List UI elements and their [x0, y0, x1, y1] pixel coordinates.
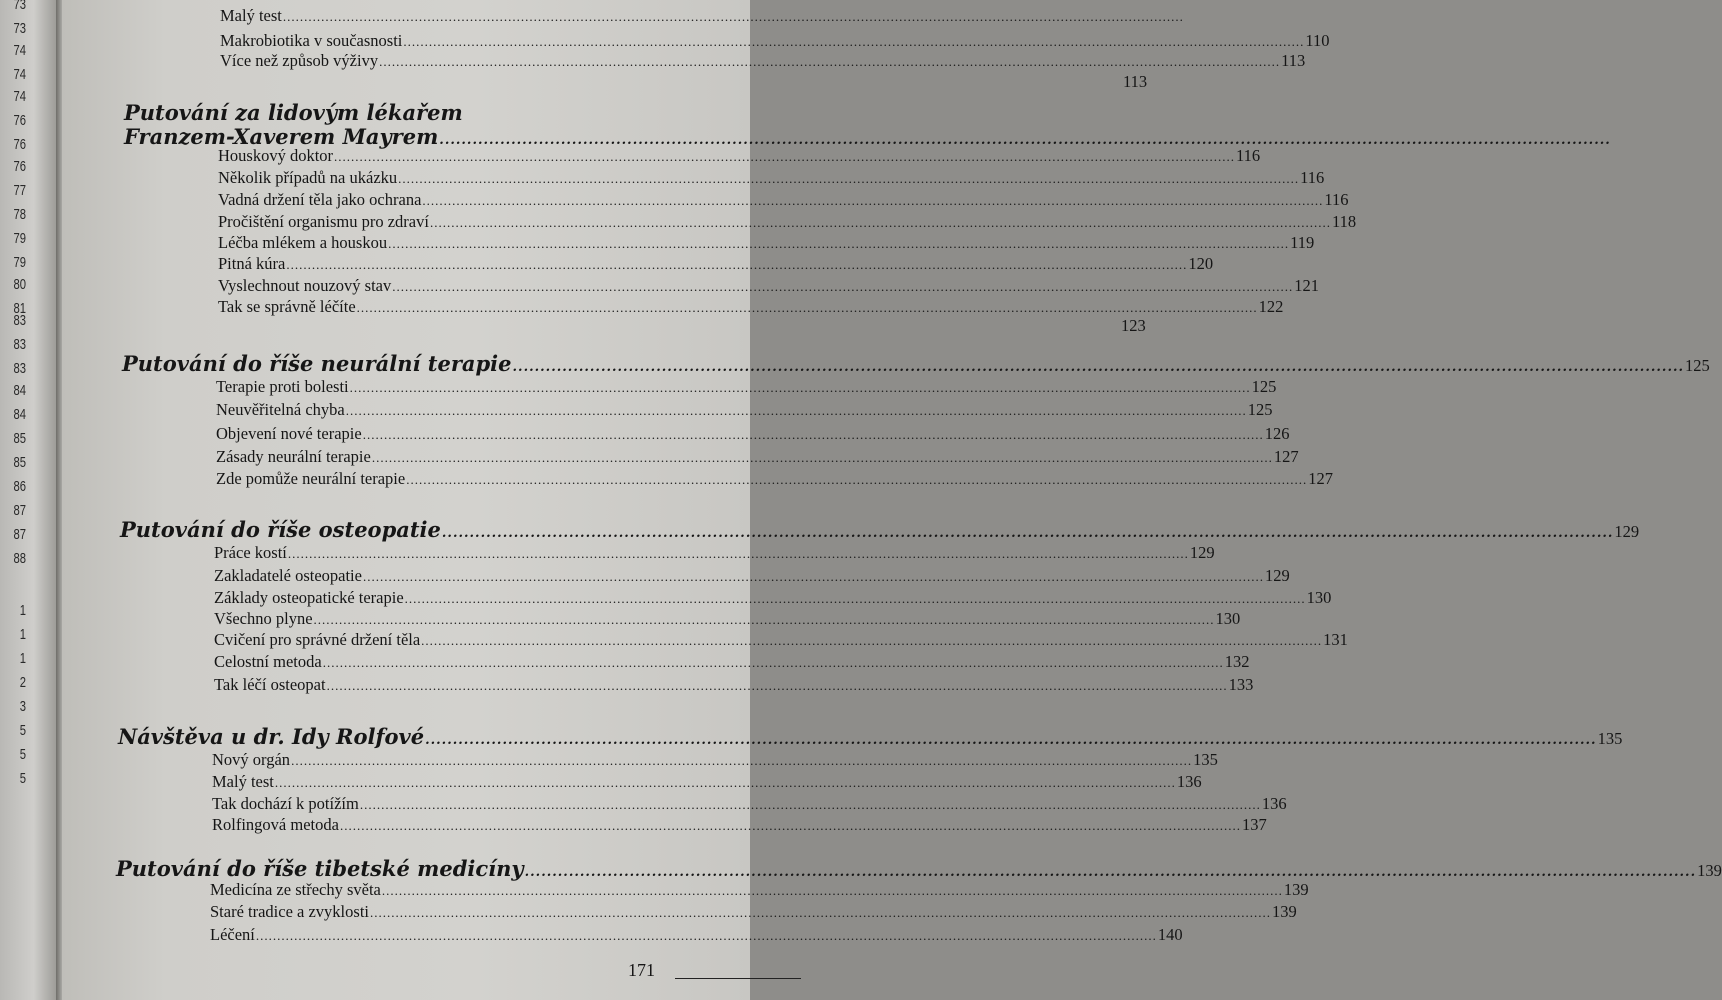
toc-entry — [220, 31, 1330, 51]
footer-rule — [675, 978, 801, 979]
toc-leader-dots — [283, 9, 1184, 25]
toc-entry-page: 139 — [1271, 902, 1297, 921]
toc-entry — [214, 609, 1241, 629]
toc-entry-title: Celostní metoda — [214, 652, 322, 671]
toc-leader-dots — [340, 818, 1241, 834]
toc-leader-dots — [357, 300, 1258, 316]
toc-entry — [216, 447, 1299, 467]
toc-entry-page: 132 — [1224, 652, 1250, 671]
toc-leader-dots — [405, 591, 1306, 607]
section-heading: Franzem-Xaverem Mayrem — [124, 124, 439, 149]
section-heading: Putování do říše osteopatie — [120, 517, 441, 542]
toc-leader-dots — [513, 360, 1685, 375]
toc-entry-page: 133 — [1228, 675, 1254, 694]
toc-entry-page: 136 — [1176, 772, 1202, 791]
facing-page-number: 80 — [13, 276, 26, 293]
toc-entry-title: Medicína ze střechy světa — [210, 880, 381, 899]
toc-entry — [214, 588, 1332, 608]
toc-entry-title: Tak se správně léčíte — [218, 297, 356, 316]
toc-entry-page: 116 — [1300, 168, 1325, 187]
toc-leader-dots — [314, 612, 1215, 628]
toc-entry-title: Terapie proti bolesti — [216, 377, 349, 396]
page-number: 171 — [628, 960, 655, 980]
toc-entry-page: 126 — [1264, 424, 1290, 443]
toc-leader-dots — [360, 797, 1261, 813]
toc-leader-dots — [379, 54, 1280, 70]
toc-entry-title: Rolfingová metoda — [212, 815, 339, 834]
toc-entry-page: 129 — [1264, 566, 1290, 585]
facing-page-number: 77 — [13, 182, 26, 199]
toc-leader-dots — [406, 472, 1307, 488]
facing-page-number: 83 — [13, 360, 26, 377]
toc-entry — [216, 400, 1273, 420]
toc-leader-dots — [291, 753, 1192, 769]
facing-page-number: 84 — [13, 382, 26, 399]
facing-page-number: 5 — [19, 746, 26, 763]
toc-entry-page: 127 — [1273, 447, 1299, 466]
facing-page-number: 76 — [13, 158, 26, 175]
toc-leader-dots — [430, 215, 1331, 231]
toc-entry-page: 135 — [1193, 750, 1218, 769]
toc-leader-dots — [256, 928, 1157, 944]
toc-leader-dots — [392, 279, 1293, 295]
toc-entry — [218, 276, 1319, 296]
toc-entry — [210, 925, 1183, 945]
toc-entry-title: Pročištění organismu pro zdraví — [218, 212, 429, 231]
toc-entry-page: 140 — [1157, 925, 1183, 944]
facing-page-number: 88 — [13, 550, 26, 567]
toc-leader-dots — [372, 450, 1273, 466]
facing-page-number: 83 — [13, 336, 26, 353]
toc-entry-title: Léčení — [210, 925, 255, 944]
toc-entry-page: 129 — [1189, 543, 1215, 562]
toc-entry-page: 116 — [1324, 190, 1349, 209]
facing-page-number: 74 — [13, 88, 26, 105]
toc-entry-title: Tak léčí osteopat — [214, 675, 326, 694]
toc-entry-page: 123 — [1121, 316, 1146, 335]
facing-page-number: 87 — [13, 502, 26, 519]
toc-leader-dots — [363, 427, 1264, 443]
toc-entry-page: 110 — [1305, 31, 1330, 50]
toc-entry-title: Malý test — [212, 772, 274, 791]
toc-entry — [210, 902, 1297, 922]
facing-page-number: 5 — [19, 770, 26, 787]
section-page: 139 — [1697, 861, 1722, 880]
toc-entry-page: 127 — [1308, 469, 1333, 488]
toc-leader-dots — [425, 733, 1597, 748]
toc-entry — [214, 630, 1348, 650]
facing-page-number: 85 — [13, 430, 26, 447]
toc-entry — [216, 377, 1277, 397]
toc-entry — [220, 6, 760, 26]
toc-entry-title: Více než způsob výživy — [220, 51, 379, 70]
toc-entry-page: 121 — [1294, 276, 1319, 295]
section-heading: Putování do říše neurální terapie — [122, 351, 512, 376]
facing-page-edge — [0, 0, 56, 1000]
toc-entry-page: 113 — [1281, 51, 1306, 70]
toc-leader-dots — [327, 678, 1228, 694]
toc-entry-title: Vyslechnout nouzový stav — [218, 276, 392, 295]
facing-page-number: 74 — [13, 66, 26, 83]
toc-leader-dots — [363, 569, 1264, 585]
toc-entry-page: 118 — [1331, 212, 1357, 231]
toc-entry — [218, 168, 1325, 188]
toc-entry-title: Makrobiotika v současnosti — [220, 31, 403, 50]
facing-page-number: 2 — [19, 674, 26, 691]
toc-leader-dots — [346, 403, 1247, 419]
toc-entry-title: Vadná držení těla jako ochrana — [218, 190, 422, 209]
facing-page-number: 1 — [19, 602, 26, 619]
toc-leader-dots — [370, 905, 1271, 921]
toc-leader-dots — [334, 149, 1235, 165]
toc-entry-page: 139 — [1283, 880, 1309, 899]
toc-entry — [212, 794, 1287, 814]
facing-page-number: 1 — [19, 650, 26, 667]
toc-entry — [210, 880, 1309, 900]
toc-entry-title: Několik případů na ukázku — [218, 168, 398, 187]
toc-entry-title: Všechno plyne — [214, 609, 313, 628]
toc-entry-title: Zde pomůže neurální terapie — [216, 469, 406, 488]
toc-leader-dots — [286, 257, 1187, 273]
toc-entry-page: 130 — [1215, 609, 1241, 628]
toc-entry-title: Malý test — [220, 6, 282, 25]
section-heading-line — [116, 856, 1722, 881]
toc-leader-dots — [388, 236, 1289, 252]
toc-entry-title: Tak dochází k potížím — [212, 794, 359, 813]
toc-leader-dots — [403, 34, 1304, 50]
toc-entry-title: Neuvěřitelná chyba — [216, 400, 345, 419]
toc-leader-dots — [398, 171, 1299, 187]
section-heading-line — [120, 517, 1640, 542]
toc-entry — [214, 652, 1250, 672]
section-heading-line — [118, 724, 1623, 749]
facing-page-number: 79 — [13, 254, 26, 271]
toc-entry-page: 125 — [1247, 400, 1273, 419]
toc-leader-dots — [382, 883, 1283, 899]
toc-leader-dots — [350, 380, 1251, 396]
section-page: 125 — [1685, 356, 1710, 375]
toc-leader-dots — [323, 655, 1224, 671]
facing-page-number: 84 — [13, 406, 26, 423]
toc-entry-title: Pitná kúra — [218, 254, 286, 273]
toc-entry — [218, 316, 1146, 336]
toc-entry — [216, 424, 1290, 444]
toc-entry-page: 120 — [1188, 254, 1214, 273]
toc-entry-page: 131 — [1323, 630, 1348, 649]
section-heading: Putování za lidovým lékařem — [124, 100, 463, 125]
facing-page-number: 1 — [19, 626, 26, 643]
toc-entry — [220, 51, 1306, 71]
toc-entry-title: Práce kostí — [214, 543, 287, 562]
facing-page-number: 73 — [13, 0, 26, 13]
facing-page-number: 78 — [13, 206, 26, 223]
toc-entry — [218, 212, 1357, 232]
toc-entry-title: Staré tradice a zvyklosti — [210, 902, 369, 921]
toc-leader-dots — [422, 193, 1323, 209]
toc-entry-title: Cvičení pro správné držení těla — [214, 630, 421, 649]
toc-entry-page: 116 — [1236, 146, 1261, 165]
facing-page-number: 83 — [13, 312, 26, 329]
toc-entry — [220, 72, 1148, 92]
toc-entry — [218, 146, 1261, 166]
facing-page-number: 79 — [13, 230, 26, 247]
toc-entry-title: Léčba mlékem a houskou — [218, 233, 388, 252]
toc-entry-title: Základy osteopatické terapie — [214, 588, 404, 607]
facing-page-number: 73 — [13, 20, 26, 37]
toc-entry — [218, 190, 1349, 210]
section-heading: Putování do říše tibetské medicíny — [116, 856, 524, 881]
toc-entry-page: 122 — [1258, 297, 1284, 316]
toc-entry-title: Zásady neurální terapie — [216, 447, 371, 466]
section-heading-line — [122, 351, 1710, 376]
facing-page-number: 81 — [13, 300, 26, 317]
toc-entry — [218, 297, 1284, 317]
toc-leader-dots — [442, 526, 1614, 541]
facing-page-number: 5 — [19, 722, 26, 739]
toc-entry-title: Nový orgán — [212, 750, 291, 769]
toc-entry — [214, 543, 1215, 563]
toc-entry — [212, 750, 1218, 770]
toc-entry-page: 119 — [1290, 233, 1315, 252]
toc-entry-page: 113 — [1123, 72, 1148, 91]
toc-entry — [216, 469, 1333, 489]
toc-entry-page: 137 — [1241, 815, 1267, 834]
toc-entry — [214, 566, 1290, 586]
facing-page-number: 74 — [13, 42, 26, 59]
toc-entry-title: Houskový doktor — [218, 146, 334, 165]
toc-entry — [218, 254, 1214, 274]
facing-page-number: 85 — [13, 454, 26, 471]
toc-entry-page: 125 — [1251, 377, 1277, 396]
facing-page-number: 86 — [13, 478, 26, 495]
toc-entry — [212, 772, 1202, 792]
facing-page-number: 76 — [13, 112, 26, 129]
toc-leader-dots — [525, 865, 1697, 880]
section-page: 135 — [1597, 729, 1623, 748]
toc-entry — [214, 675, 1254, 695]
toc-entry-page: 136 — [1261, 794, 1287, 813]
section-page: 129 — [1614, 522, 1640, 541]
toc-entry-title: Zakladatelé osteopatie — [214, 566, 362, 585]
toc-entry — [218, 233, 1315, 253]
facing-page-number: 3 — [19, 698, 26, 715]
toc-leader-dots — [288, 546, 1189, 562]
section-heading: Návštěva u dr. Idy Rolfové — [118, 724, 425, 749]
toc-leader-dots — [275, 775, 1176, 791]
table-of-contents-page — [62, 0, 1722, 1000]
facing-page-number: 87 — [13, 526, 26, 543]
facing-page-number: 76 — [13, 136, 26, 153]
toc-entry-title: Objevení nové terapie — [216, 424, 362, 443]
toc-entry — [212, 815, 1267, 835]
toc-leader-dots — [421, 633, 1322, 649]
toc-entry-page: 130 — [1306, 588, 1332, 607]
